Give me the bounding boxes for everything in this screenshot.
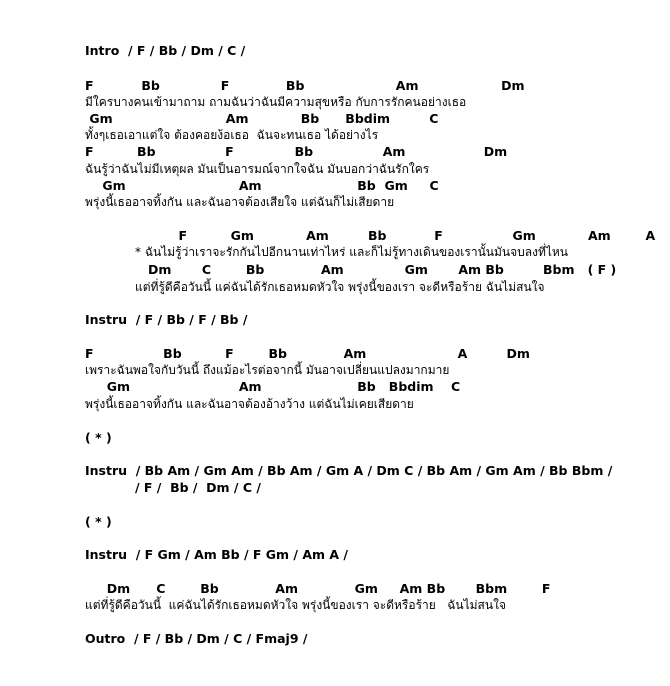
chord-line: F Bb F Bb Am Dm — [85, 144, 508, 159]
chord-line: Gm Am Bb Bbdim C — [85, 111, 439, 126]
instru-line-continued: / F / Bb / Dm / C / — [135, 480, 261, 495]
instru-line: Instru / Bb Am / Gm Am / Bb Am / Gm A / Dm C / Bb Am / Gm Am / Bb Bbm / — [85, 463, 613, 478]
instru-line: Instru / F Gm / Am Bb / F Gm / Am A / — [85, 547, 348, 562]
chorus-repeat-marker: ( * ) — [85, 514, 112, 529]
chorus-chord-line: F Gm Am Bb F Gm Am A — [135, 228, 656, 243]
chorus-chord-line: Dm C Bb Am Gm Am Bb Bbm ( F ) — [135, 262, 617, 277]
chorus-lyric-line: แต่ที่รู้ดีคือวันนี้ แค่ฉันได้รักเธอหมดหัวใจ พรุ่งนี้ของเรา จะดีหรือร้าย ฉันไม่สนใจ — [135, 280, 545, 294]
lyric-line: เพราะฉันพอใจกับวันนี้ ถึงแม้อะไรต่อจากนี้ มันอาจเปลี่ยนแปลงมากมาย — [85, 363, 450, 377]
lyric-line: ทั้งๆเธอเอาแต่ใจ ต้องคอยง้อเธอ ฉันจะทนเธอ ได้อย่างไร — [85, 128, 379, 142]
lyric-line: มีใครบางคนเข้ามาถาม ถามฉันว่าฉันมีความสุขหรือ กับการรักคนอย่างเธอ — [85, 95, 467, 109]
chorus-lyric-line: * ฉันไม่รู้ว่าเราจะรักกันไปอีกนานเท่าไหร่ และก็ไม่รู้ทางเดินของเรานั้นมันจบลงที่ไหน — [135, 245, 569, 259]
lyric-line: พรุ่งนี้เธออาจทิ้งกัน และฉันอาจต้องเสียใจ แต่ฉันก็ไม่เสียดาย — [85, 195, 395, 209]
chord-line: F Bb F Bb Am A Dm — [85, 346, 530, 361]
lyric-line: แต่ที่รู้ดีคือวันนี้ แค่ฉันได้รักเธอหมดหัวใจ พรุ่งนี้ของเรา จะดีหรือร้าย ฉันไม่สนใจ — [85, 598, 506, 612]
chord-line: Dm C Bb Am Gm Am Bb Bbm F — [85, 581, 551, 596]
chord-line: Gm Am Bb Gm C — [85, 178, 439, 193]
chorus-repeat-marker: ( * ) — [85, 430, 112, 445]
chord-line: F Bb F Bb Am Dm — [85, 78, 525, 93]
outro-line: Outro / F / Bb / Dm / C / Fmaj9 / — [85, 631, 308, 646]
lyric-line: ฉันรู้ว่าฉันไม่มีเหตุผล มันเป็นอารมณ์จากใจฉัน มันบอกว่าฉันรักใคร — [85, 162, 430, 176]
lyric-line: พรุ่งนี้เธออาจทิ้งกัน และฉันอาจต้องอ้างว้าง แต่ฉันไม่เคยเสียดาย — [85, 397, 414, 411]
intro-line: Intro / F / Bb / Dm / C / — [85, 43, 246, 58]
instru-line: Instru / F / Bb / F / Bb / — [85, 312, 248, 327]
chord-line: Gm Am Bb Bbdim C — [85, 379, 461, 394]
